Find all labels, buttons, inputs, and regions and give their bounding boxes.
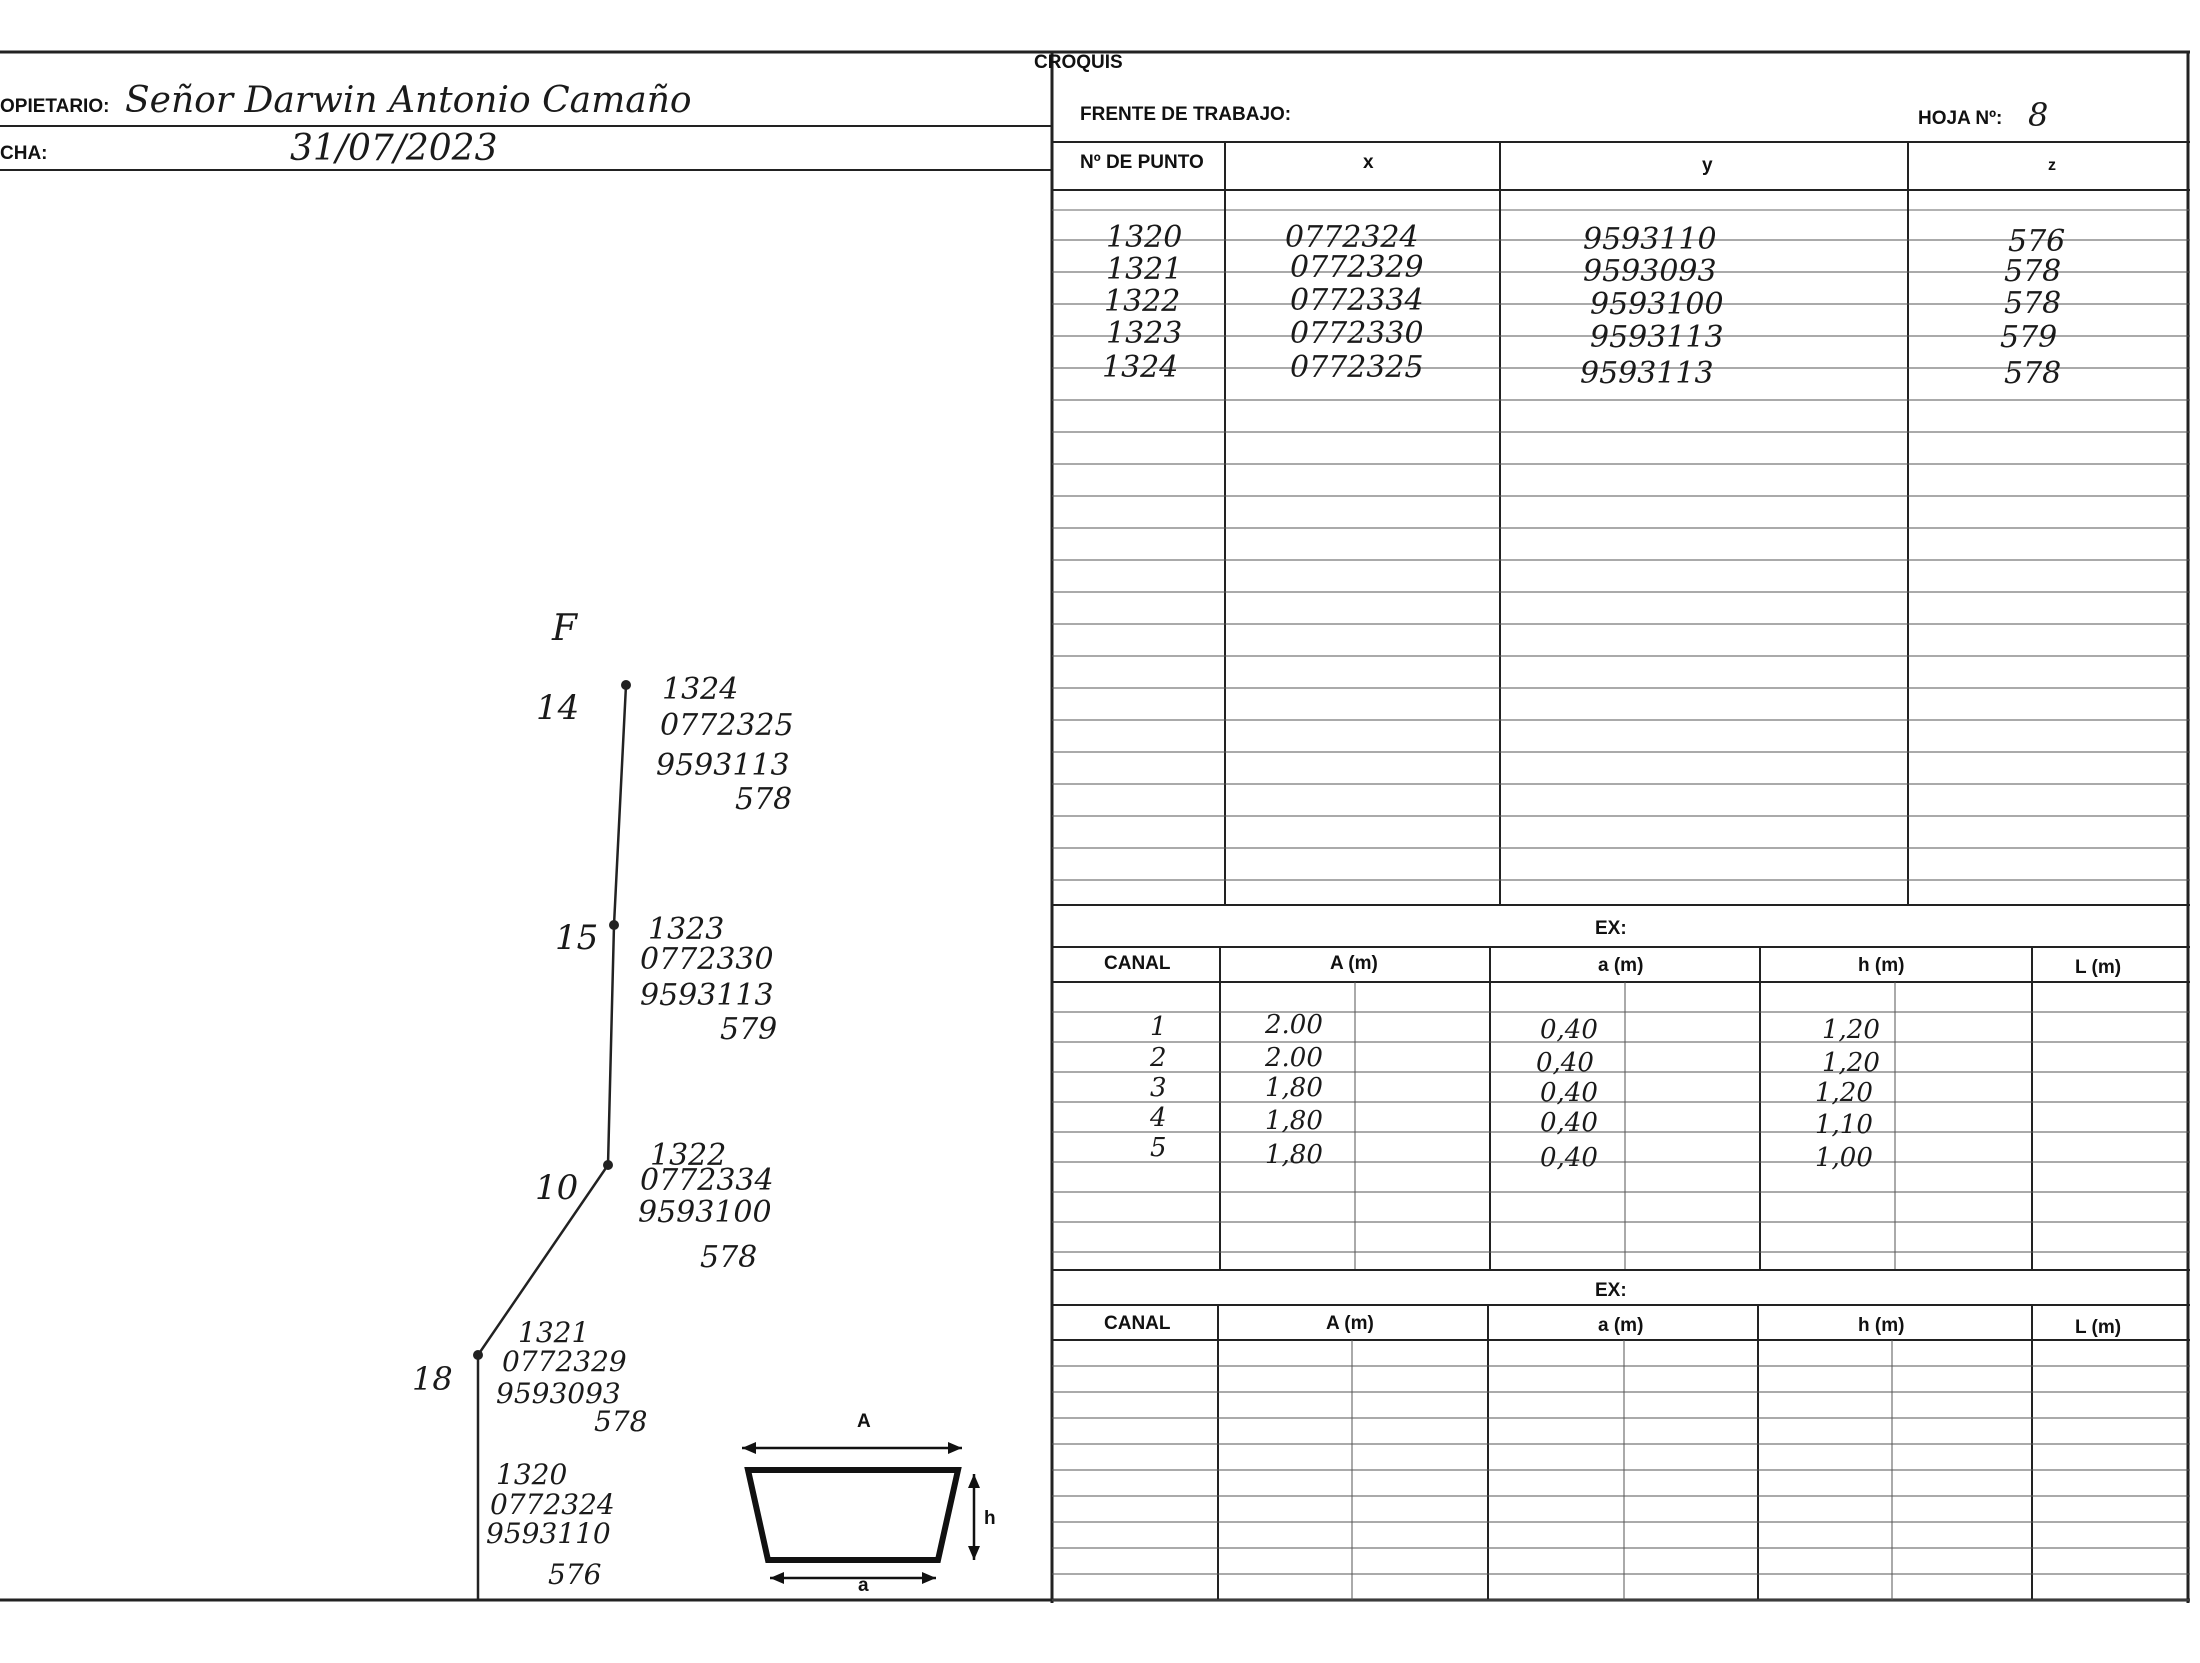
canal-num: 1 bbox=[1150, 1012, 1167, 1042]
form-title: CROQUIS bbox=[1034, 52, 1123, 73]
canal-h: 1,00 bbox=[1815, 1143, 1873, 1173]
point-id: 1321 bbox=[1106, 252, 1183, 287]
point-x: 0772329 bbox=[1290, 250, 1424, 285]
station-z: 578 bbox=[594, 1405, 648, 1438]
canal-col-header: L (m) bbox=[2075, 957, 2122, 978]
station-z: 579 bbox=[720, 1012, 778, 1047]
canal-A: 1,80 bbox=[1265, 1106, 1323, 1136]
canal-col-header: A (m) bbox=[1326, 1313, 1374, 1334]
station-z: 578 bbox=[700, 1240, 758, 1275]
dimension-arrow-h-head bbox=[968, 1474, 980, 1488]
point-id: 1320 bbox=[1106, 220, 1183, 255]
canal-h: 1,20 bbox=[1822, 1015, 1880, 1045]
owner-value: Señor Darwin Antonio Camaño bbox=[125, 80, 692, 121]
front-label: FRENTE DE TRABAJO: bbox=[1080, 104, 1292, 125]
station-y: 9593113 bbox=[640, 978, 774, 1013]
canal-num: 3 bbox=[1150, 1073, 1167, 1103]
point-z: 578 bbox=[2004, 254, 2062, 289]
point-z: 579 bbox=[2000, 320, 2058, 355]
owner-label: OPIETARIO: bbox=[0, 96, 110, 117]
station-dot bbox=[603, 1160, 613, 1170]
point-id: 1322 bbox=[1104, 284, 1181, 319]
station-z: 576 bbox=[548, 1558, 602, 1591]
section-label-ex: EX: bbox=[1595, 918, 1627, 939]
station-point-id: 1323 bbox=[648, 912, 725, 947]
canal-a: 0,40 bbox=[1540, 1015, 1598, 1045]
point-id: 1324 bbox=[1102, 350, 1179, 385]
canal-section-diagram bbox=[748, 1470, 958, 1560]
point-x: 0772334 bbox=[1290, 283, 1424, 318]
point-id: 1323 bbox=[1106, 316, 1183, 351]
station-y: 9593113 bbox=[656, 748, 790, 783]
canal-A: 1,80 bbox=[1265, 1140, 1323, 1170]
diagram-label-bottom-width: a bbox=[858, 1575, 869, 1596]
canal-A: 2.00 bbox=[1265, 1043, 1323, 1073]
station-point-id: 1321 bbox=[518, 1316, 590, 1349]
station-z: 578 bbox=[735, 782, 793, 817]
dimension-arrow-A-head bbox=[948, 1442, 962, 1454]
canal-col-header: h (m) bbox=[1858, 1315, 1905, 1336]
station-x: 0772324 bbox=[490, 1488, 615, 1521]
canal-col-header: h (m) bbox=[1858, 955, 1905, 976]
station-y: 9593100 bbox=[638, 1195, 772, 1230]
canal-h: 1,10 bbox=[1815, 1110, 1873, 1140]
station-number: 10 bbox=[535, 1168, 579, 1208]
canal-col-header: a (m) bbox=[1598, 1315, 1644, 1336]
canal-col-header: L (m) bbox=[2075, 1317, 2122, 1338]
point-y: 9593113 bbox=[1590, 320, 1724, 355]
col-header-y: y bbox=[1702, 155, 1713, 176]
canal-col-header: a (m) bbox=[1598, 955, 1644, 976]
point-z: 576 bbox=[2008, 224, 2066, 259]
dimension-arrow-A-head bbox=[742, 1442, 756, 1454]
canal-col-header: CANAL bbox=[1104, 1313, 1171, 1334]
station-number: 15 bbox=[555, 918, 599, 958]
col-header-point: Nº DE PUNTO bbox=[1080, 152, 1204, 173]
canal-a: 0,40 bbox=[1540, 1143, 1598, 1173]
station-dot bbox=[621, 680, 631, 690]
station-x: 0772329 bbox=[502, 1345, 627, 1378]
station-y: 9593110 bbox=[486, 1517, 611, 1550]
canal-num: 4 bbox=[1150, 1103, 1167, 1133]
station-point-id: 1324 bbox=[662, 672, 739, 707]
canal-col-header: A (m) bbox=[1330, 953, 1378, 974]
point-x: 0772330 bbox=[1290, 316, 1424, 351]
date-value: 31/07/2023 bbox=[290, 128, 498, 169]
point-y: 9593093 bbox=[1583, 254, 1717, 289]
point-y: 9593110 bbox=[1583, 222, 1717, 257]
col-header-x: x bbox=[1363, 152, 1374, 173]
canal-num: 5 bbox=[1150, 1133, 1167, 1163]
sheet-value: 8 bbox=[2028, 96, 2049, 134]
north-mark: F bbox=[552, 608, 577, 649]
point-z: 578 bbox=[2004, 286, 2062, 321]
station-dot bbox=[473, 1350, 483, 1360]
station-point-id: 1322 bbox=[650, 1138, 727, 1173]
point-x: 0772325 bbox=[1290, 350, 1424, 385]
date-label: CHA: bbox=[0, 143, 48, 164]
canal-a: 0,40 bbox=[1540, 1108, 1598, 1138]
dimension-arrow-h-head bbox=[968, 1546, 980, 1560]
canal-A: 1,80 bbox=[1265, 1073, 1323, 1103]
canal-A: 2.00 bbox=[1265, 1010, 1323, 1040]
dimension-arrow-a-head bbox=[922, 1572, 936, 1584]
col-header-z: z bbox=[2048, 157, 2056, 174]
station-number: 18 bbox=[412, 1360, 453, 1398]
station-x: 0772325 bbox=[660, 708, 794, 743]
canal-col-header: CANAL bbox=[1104, 953, 1171, 974]
station-point-id: 1320 bbox=[496, 1458, 568, 1491]
section-label-ex-2: EX: bbox=[1595, 1280, 1627, 1301]
diagram-label-top-width: A bbox=[857, 1411, 871, 1432]
diagram-label-height: h bbox=[984, 1508, 996, 1529]
canal-h: 1,20 bbox=[1822, 1048, 1880, 1078]
canal-a: 0,40 bbox=[1540, 1078, 1598, 1108]
station-number: 14 bbox=[536, 688, 580, 728]
canal-a: 0,40 bbox=[1536, 1048, 1594, 1078]
dimension-arrow-a-head bbox=[770, 1572, 784, 1584]
point-y: 9593113 bbox=[1580, 356, 1714, 391]
station-dot bbox=[609, 920, 619, 930]
station-x: 0772330 bbox=[640, 942, 774, 977]
sheet-label: HOJA Nº: bbox=[1918, 108, 2003, 129]
point-y: 9593100 bbox=[1590, 287, 1724, 322]
canal-h: 1,20 bbox=[1815, 1078, 1873, 1108]
point-x: 0772324 bbox=[1285, 220, 1419, 255]
station-x: 0772334 bbox=[640, 1163, 774, 1198]
point-z: 578 bbox=[2004, 356, 2062, 391]
canal-num: 2 bbox=[1150, 1043, 1167, 1073]
station-y: 9593093 bbox=[496, 1377, 621, 1410]
